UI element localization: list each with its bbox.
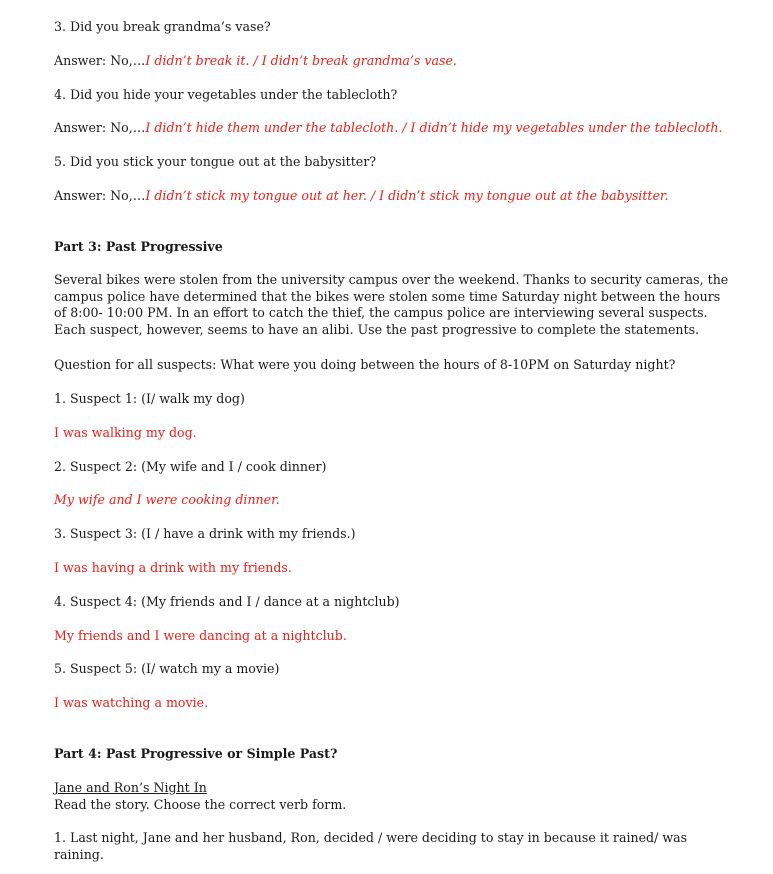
answer-5 [54, 187, 669, 204]
part4-heading: Part 4: Past Progressive or Simple Past? [54, 746, 338, 761]
story-title: Jane and Ron’s Night In [54, 780, 207, 795]
line-q4: 4. Did you hide your vegetables under the tablecloth? [54, 87, 398, 102]
answer-text: I didn’t break it. / I didn’t break grandma’s vase. [145, 53, 457, 68]
intro-line: Several bikes were stolen from the university campus over the weekend. Thanks to security cameras, the [54, 272, 729, 287]
intro-line: of 8:00- 10:00 PM. In an effort to catch the thief, the campus police are interviewing several suspects. [54, 305, 708, 321]
answer-prefix: Answer: No,… [54, 53, 146, 68]
answer-prefix: Answer: No,… [54, 188, 146, 203]
suspect-3-prompt: 3. Suspect 3: (I / have a drink with my friends.) [54, 526, 356, 541]
answer-text: I didn’t hide them under the tablecloth. / I didn’t hide my vegetables under the tablecloth. [145, 120, 723, 135]
answer-4 [54, 119, 723, 136]
suspect-1-answer: I was walking my dog. [54, 425, 197, 440]
part3-heading: Part 3: Past Progressive [54, 239, 223, 254]
suspect-2-prompt: 2. Suspect 2: (My wife and I / cook dinner) [54, 459, 327, 474]
line-q5: 5. Did you stick your tongue out at the babysitter? [54, 154, 377, 169]
suspect-5-answer: I was watching a movie. [54, 695, 209, 710]
suspect-3-answer: I was having a drink with my friends. [54, 560, 292, 575]
part3-intro [54, 272, 734, 338]
suspect-2-answer: My wife and I were cooking dinner. [54, 492, 280, 507]
part3-question: Question for all suspects: What were you doing between the hours of 8-10PM on Saturday night? [54, 357, 676, 372]
answer-text: I didn’t stick my tongue out at her. / I didn’t stick my tongue out at the babysitter. [145, 188, 669, 203]
answer-prefix: Answer: No,… [54, 120, 146, 135]
item-line: 1. Last night, Jane and her husband, Ron, decided / were deciding to stay in because it rained/ was [54, 830, 688, 845]
part4-item-1 [54, 830, 734, 863]
line-q3: 3. Did you break grandma’s vase? [54, 19, 271, 34]
story-instructions: Read the story. Choose the correct verb form. [54, 797, 347, 812]
intro-line: Each suspect, however, seems to have an alibi. Use the past progressive to complete the statements. [54, 321, 700, 337]
intro-line: campus police have determined that the bikes were stolen some time Saturday night between the hours [54, 288, 721, 304]
item-line: raining. [54, 846, 104, 862]
suspect-5-prompt: 5. Suspect 5: (I/ watch my a movie) [54, 661, 280, 676]
answer-3 [54, 52, 457, 69]
suspect-1-prompt: 1. Suspect 1: (I/ walk my dog) [54, 391, 245, 406]
suspect-4-answer: My friends and I were dancing at a nightclub. [54, 628, 347, 643]
suspect-4-prompt: 4. Suspect 4: (My friends and I / dance at a nightclub) [54, 594, 400, 609]
